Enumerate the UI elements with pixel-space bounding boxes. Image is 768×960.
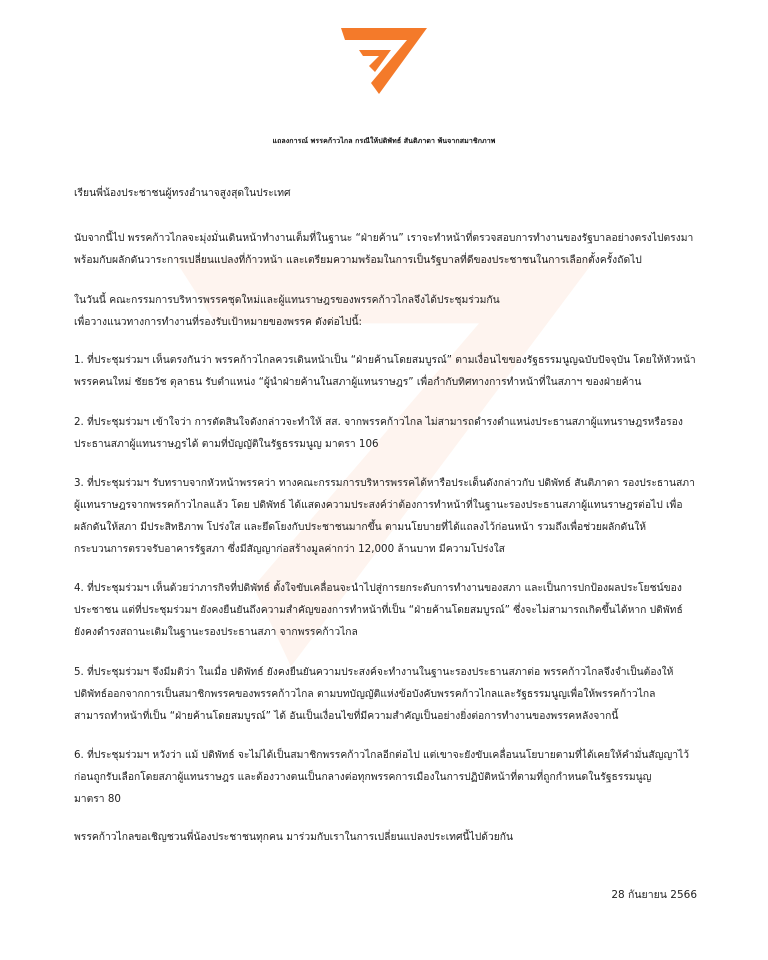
paragraph-item-1 xyxy=(74,349,710,393)
greeting xyxy=(74,182,710,204)
text-line: มาตรา 80 xyxy=(74,793,121,805)
text-line: พรรคก้าวไกลขอเชิญชวนพี่น้องประชาชนทุกคน มาร่วมกับเราในการเปลี่ยนแปลงประเทศนี้ไปด้วยกัน xyxy=(74,831,514,843)
text-line: สามารถทำหน้าที่เป็น “ฝ่ายค้านโดยสมบูรณ์” ได้ อันเป็นเงื่อนไขที่มีความสำคัญเป็นอย่างยิ่งต่อการทำงานของพรรคหลังจากนี้ xyxy=(74,710,619,722)
paragraph-item-2 xyxy=(74,411,710,455)
move-forward-party-logo-icon xyxy=(339,26,429,96)
text-line: ประธานสภาผู้แทนราษฎรได้ ตามที่บัญญัติในรัฐธรรมนูญ มาตรา 106 xyxy=(74,438,379,450)
paragraph-intro xyxy=(74,227,710,271)
text-line: กระบวนการตรวจรับอาคารรัฐสภา ซึ่งมีสัญญาก่อสร้างมูลค่ากว่า 12,000 ล้านบาท มีความโปร่งใส xyxy=(74,543,505,555)
document-date: 28 กันยายน 2566 xyxy=(611,889,697,901)
text-line: 1. ที่ประชุมร่วมฯ เห็นตรงกันว่า พรรคก้าวไกลควรเดินหน้าเป็น “ฝ่ายค้านโดยสมบูรณ์” ตามเงื่อนไขของรัฐธรรมนูญฉบับปัจจุบัน โดยให้หัวหน้า xyxy=(74,354,696,366)
text-line: ปดิพัทธ์ออกจากการเป็นสมาชิกพรรคของพรรคก้าวไกล ตามบทบัญญัติแห่งข้อบังคับพรรคก้าวไกลและรัฐธรรมนูญเพื่อให้พรรคก้าวไกล xyxy=(74,688,656,700)
text-line: 3. ที่ประชุมร่วมฯ รับทราบจากหัวหน้าพรรคว่า ทางคณะกรรมการบริหารพรรคได้หารือประเด็นดังกล่าวกับ ปดิพัทธ์ สันติภาดา รองประธานสภา xyxy=(74,477,695,489)
text-line: พร้อมกับผลักดันวาระการเปลี่ยนแปลงที่ก้าวหน้า และเตรียมความพร้อมในการเป็นรัฐบาลที่ดีของประชาชนในการเลือกตั้งครั้งถัดไป xyxy=(74,254,642,266)
text-line: ในวันนี้ คณะกรรมการบริหารพรรคชุดใหม่และผู้แทนราษฎรของพรรคก้าวไกลจึงได้ประชุมร่วมกัน xyxy=(74,294,500,306)
text-line: 6. ที่ประชุมร่วมฯ หวังว่า แม้ ปดิพัทธ์ จะไม่ได้เป็นสมาชิกพรรคก้าวไกลอีกต่อไป แต่เขาจะยังขับเคลื่อนนโยบายตามที่ได้เคยให้คำมั่นสัญญาไว้ xyxy=(74,749,689,761)
text-line: นับจากนี้ไป พรรคก้าวไกลจะมุ่งมั่นเดินหน้าทำงานเต็มที่ในฐานะ “ฝ่ายค้าน” เราจะทำหน้าที่ตรวจสอบการทำงานของรัฐบาลอย่างตรงไปตรงมา xyxy=(74,232,694,244)
text-line: พรรคคนใหม่ ชัยธวัช ตุลาธน รับตำแหน่ง “ผู้นำฝ่ายค้านในสภาผู้แทนราษฎร” เพื่อกำกับทิศทางการทำหน้าที่ในสภาฯ ของฝ่ายค้าน xyxy=(74,376,642,388)
text-line: ประชาชน แต่ที่ประชุมร่วมฯ ยังคงยืนยันถึงความสำคัญของการทำหน้าที่เป็น “ฝ่ายค้านโดยสมบูรณ์” ซึ่งจะไม่สามารถเกิดขึ้นได้หาก ปดิพัทธ์ xyxy=(74,604,683,616)
paragraph-meeting xyxy=(74,289,710,333)
text-line: ก่อนถูกรับเลือกโดยสภาผู้แทนราษฎร และต้องวางตนเป็นกลางต่อทุกพรรคการเมืองในการปฏิบัติหน้าที่ตามที่ถูกกำหนดในรัฐธรรมนูญ xyxy=(74,771,652,783)
text-line: 4. ที่ประชุมร่วมฯ เห็นด้วยว่าภารกิจที่ปดิพัทธ์ ตั้งใจขับเคลื่อนจะนำไปสู่การยกระดับการทำงานของสภา และเป็นการปกป้องผลประโยชน์ของ xyxy=(74,582,682,594)
text-line: 5. ที่ประชุมร่วมฯ จึงมีมติว่า ในเมื่อ ปดิพัทธ์ ยังคงยืนยันความประสงค์จะทำงานในฐานะรองประธานสภาต่อ พรรคก้าวไกลจึงจำเป็นต้องให้ xyxy=(74,666,674,678)
document-title: แถลงการณ์ พรรคก้าวไกล กรณีให้ปดิพัทธ์ สันติภาดา พ้นจากสมาชิกภาพ xyxy=(272,137,496,145)
text-line: 2. ที่ประชุมร่วมฯ เข้าใจว่า การตัดสินใจดังกล่าวจะทำให้ สส. จากพรรคก้าวไกล ไม่สามารถดำรงตำแหน่งประธานสภาผู้แทนราษฎรหรือรอง xyxy=(74,416,683,428)
text-line: ผลักดันให้สภา มีประสิทธิภาพ โปร่งใส และยึดโยงกับประชาชนมากขึ้น ตามนโยบายที่ได้แถลงไว้ก่อนหน้า รวมถึงเพื่อช่วยผลักดันให้ xyxy=(74,521,647,533)
paragraph-item-5 xyxy=(74,661,710,727)
text-line: เพื่อวางแนวทางการทำงานที่รองรับเป้าหมายของพรรค ดังต่อไปนี้: xyxy=(74,316,362,328)
paragraph-item-6 xyxy=(74,744,710,810)
paragraph-item-3 xyxy=(74,472,710,560)
paragraph-item-4 xyxy=(74,577,710,643)
text-line: ผู้แทนราษฎรจากพรรคก้าวไกลแล้ว โดย ปดิพัทธ์ ได้แสดงความประสงค์ว่าต้องการทำหน้าที่ในฐานะรองประธานสภาผู้แทนราษฎรต่อไป เพื่อ xyxy=(74,499,683,511)
text-line: ยังคงดำรงสถานะเดิมในฐานะรองประธานสภา จากพรรคก้าวไกล xyxy=(74,626,358,638)
greeting-line: เรียนพี่น้องประชาชนผู้ทรงอำนาจสูงสุดในประเทศ xyxy=(74,187,291,199)
paragraph-closing xyxy=(74,826,710,848)
